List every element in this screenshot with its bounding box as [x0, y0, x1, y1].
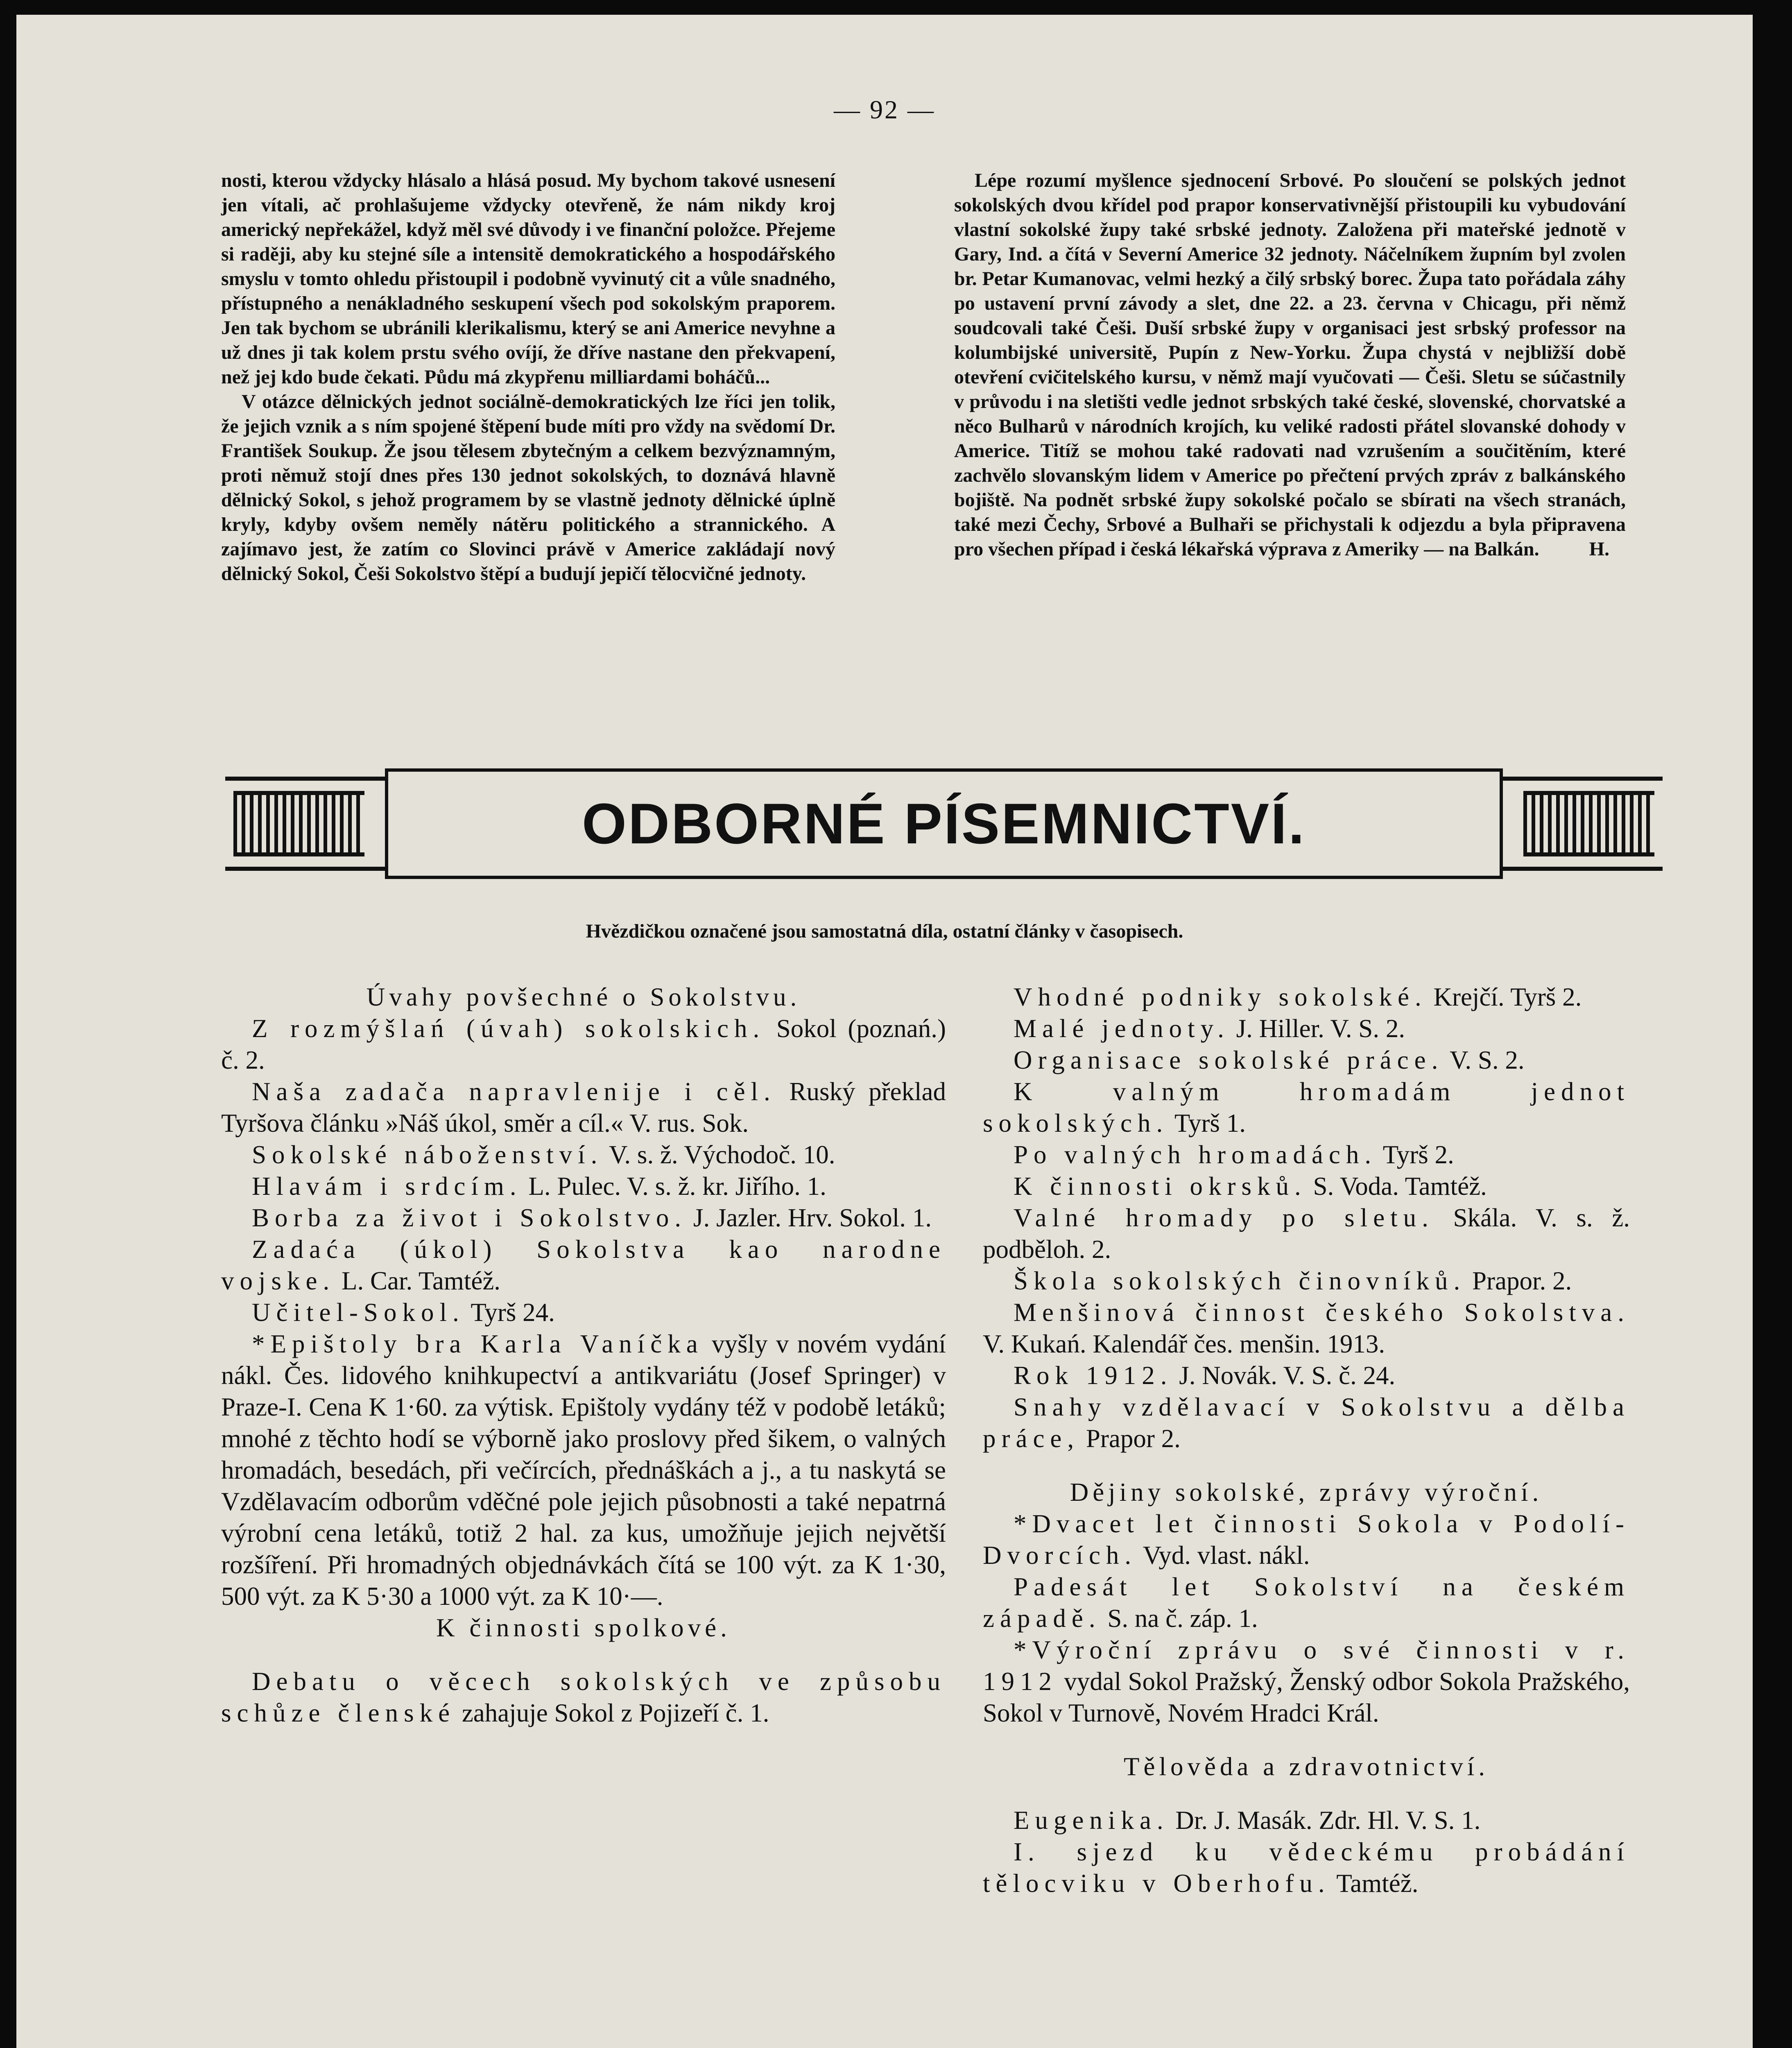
bibliography-right-column: [983, 981, 1630, 1899]
entry-source: V. s. ž. Východoč. 10.: [603, 1140, 835, 1169]
entry: [221, 1076, 946, 1139]
entry-source: vydal Sokol Pražský, Ženský odbor Sokola Pražského, Sokol v Turnově, Novém Hradci Král.: [983, 1667, 1630, 1727]
top-right-column: [954, 168, 1626, 562]
entry-source: Tamtéž.: [1330, 1869, 1419, 1898]
page-number: — 92 —: [834, 95, 935, 124]
entry-title: Hlavám i srdcím.: [252, 1172, 522, 1201]
entry-source: V. Kukań. Kalendář čes. menšin. 1913.: [983, 1330, 1385, 1358]
section-subtitle: Hvězdičkou označené jsou samostatná díla, ostatní články v časopisech.: [586, 920, 1183, 942]
entry: [983, 1044, 1630, 1076]
entry-source: Tyrš 2.: [1377, 1140, 1454, 1169]
entry-source: S. Voda. Tamtéž.: [1306, 1172, 1487, 1201]
entry-title: Debatu o věcech sokolských ve způsobu schůze členské: [221, 1667, 946, 1727]
entry: [221, 1297, 946, 1328]
entry: [983, 1805, 1630, 1836]
entry-title: Vhodné podniky sokolské.: [1014, 983, 1427, 1011]
entry-source: Vyd. vlast. nákl.: [1137, 1541, 1310, 1570]
entry-title: Rok 1912.: [1014, 1361, 1173, 1390]
entry-source: Tyrš 1.: [1168, 1109, 1246, 1137]
entry-title: Učitel-Sokol.: [252, 1298, 465, 1327]
paragraph: V otázce dělnických jednot sociálně-demokratických lze říci jen tolik, že jejich vznik a s ním spojené štěpení bude míti pro vždy na svědomí Dr. František Soukup. Že jsou tělesem zbytečným a celkem bezvýznamným, proti němuž stojí dnes přes 130 jednot sokolských, to doznává hlavně dělnický Sokol, s jehož programem by se vlastně jednoty dělnické úplně kryly, kdyby ovšem neměly nátěru politického a strannického. A zajímavo jest, že zatím co Slovinci právě v Americe zakládají nový dělnický Sokol, Češi Sokolstvo štěpí a budují jepičí tělocvičné jednoty.: [221, 391, 835, 584]
entry: [983, 1202, 1630, 1265]
balustrade-ornament-left: [233, 791, 364, 856]
banner-title-box: [385, 768, 1503, 879]
entry-title: I. sjezd ku vědeckému probádání tělocviku v Oberhofu.: [983, 1837, 1630, 1898]
entry-title: Po valných hromadách.: [1014, 1140, 1377, 1169]
entry: [221, 1666, 946, 1729]
entry-title: K valným hromadám jednot sokolských.: [983, 1077, 1630, 1137]
entry: [983, 1836, 1630, 1899]
category-heading: Úvahy povšechné o Sokolstvu.: [366, 983, 801, 1011]
section-title: ODBORNÉ PÍSEMNICTVÍ.: [582, 791, 1306, 856]
entry: [983, 1171, 1630, 1202]
entry: [221, 1328, 946, 1612]
entry-title: Zadaća (úkol) Sokolstva kao narodne vojske.: [221, 1235, 946, 1295]
entry-source: L. Car. Tamtéž.: [335, 1266, 501, 1295]
paragraph: [954, 168, 1626, 562]
entry: [983, 1265, 1630, 1297]
entry: [983, 1634, 1630, 1729]
entry-title: Naša zadača napravlenije i cěl.: [252, 1077, 776, 1106]
entry-source: Ruský překlad Tyršova článku »Náš úkol, směr a cíl.« V. rus. Sok.: [221, 1077, 946, 1137]
entry-title: *Dvacet let činnosti Sokola v Podolí-Dvorcích.: [983, 1509, 1630, 1570]
paragraph-text: Lépe rozumí myšlence sjednocení Srbové. Po sloučení se polských jednot sokolských dvou křídel pod prapor konservativnější přistoupili ku vybudování vlastní sokolské župy také srbské jednoty. Založena při mateřské jednotě v Gary, Ind. a čítá v Severní Americe 32 jednoty. Náčelníkem župním byl zvolen br. Petar Kumanovac, velmi hezký a čilý srbský borec. Župa tato pořádala záhy po ustavení první závody a slet, dne 22. a 23. června v Chicagu, při němž soudcovali také Češi. Duší srbské župy v organisaci jest srbský professor na kolumbijské universitě, Pupín z New-Yorku. Župa chystá v nejbližší době otevření cvičitelského kursu, v němž mají vyučovati — Češi. Sletu se súčastnily v průvodu i na sletišti vedle jednot srbských také české, slovenské, chorvatské a něco Bulharů v národních krojích, ku veliké radosti přátel slovanské dohody v Americe. Titíž se mohou také radovati nad vzrušením a součitěním, které zachvělo slovanským lidem v Americe po přečtení prvých zpráv z balkánského bojiště. Na podnět srbské župy sokolské počalo se sbírati na všech stranách, také mezi Čechy, Srbové a Bulhaři se přichystali k odjezdu a byla připravena pro všechen případ i česká lékařská výprava z Ameriky — na Balkán.: [954, 170, 1626, 560]
scanned-page: [16, 15, 1753, 2048]
entry: [221, 1202, 946, 1234]
entry: [983, 981, 1630, 1013]
entry-source: J. Hiller. V. S. 2.: [1229, 1014, 1405, 1043]
entry-title: Padesát let Sokolství na českém západě.: [983, 1572, 1630, 1633]
entry-source: Skála. V. s. ž. podběloh. 2.: [983, 1203, 1630, 1264]
entry-title: *Epištoly bra Karla Vaníčka: [252, 1330, 704, 1358]
entry-title: Organisace sokolské práce.: [1014, 1046, 1444, 1074]
entry: [983, 1508, 1630, 1571]
entry-title: K činnosti okrsků.: [1014, 1172, 1307, 1201]
category-heading: Tělověda a zdravotnictví.: [1124, 1752, 1489, 1781]
entry: [983, 1139, 1630, 1171]
section-banner: [225, 768, 1663, 879]
entry-title: Borba za život i Sokolstvo.: [252, 1203, 687, 1232]
entry-title: Z rozmýšlań (úvah) sokolskich.: [252, 1014, 765, 1043]
entry-source: J. Jazler. Hrv. Sokol. 1.: [687, 1203, 932, 1232]
entry: [983, 1076, 1630, 1139]
entry-title: Malé jednoty.: [1014, 1014, 1230, 1043]
entry-title: Menšinová činnost českého Sokolstva.: [1014, 1298, 1630, 1327]
entry: [221, 1234, 946, 1297]
entry-title: Sokolské náboženství.: [252, 1140, 603, 1169]
entry-source: Krejčí. Tyrš 2.: [1427, 983, 1582, 1011]
entry-title: Valné hromady po sletu.: [1014, 1203, 1434, 1232]
entry: [221, 1171, 946, 1202]
entry-source: L. Pulec. V. s. ž. kr. Jiřího. 1.: [522, 1172, 826, 1201]
entry-title: Škola sokolských činovníků.: [1014, 1266, 1466, 1295]
entry-source: J. Novák. V. S. č. 24.: [1172, 1361, 1396, 1390]
entry: [983, 1013, 1630, 1044]
entry-source: zahajuje Sokol z Pojizeří č. 1.: [455, 1699, 769, 1727]
entry: [221, 1013, 946, 1076]
top-left-column: [221, 168, 835, 586]
entry-source: Prapor 2.: [1079, 1424, 1181, 1453]
entry-source: S. na č. záp. 1.: [1101, 1604, 1258, 1633]
category-heading: Dějiny sokolské, zprávy výroční.: [1070, 1478, 1543, 1507]
entry-source: Prapor. 2.: [1466, 1266, 1572, 1295]
entry-source: Tyrš 24.: [464, 1298, 555, 1327]
entry-source: Dr. J. Masák. Zdr. Hl. V. S. 1.: [1169, 1806, 1481, 1835]
entry: [983, 1571, 1630, 1634]
entry-title: *Výroční zprávu o své činnosti v r. 1912: [983, 1636, 1630, 1696]
entry-source: V. S. 2.: [1444, 1046, 1525, 1074]
entry: [983, 1391, 1630, 1454]
bibliography-left-column: [221, 981, 946, 1729]
entry: [983, 1360, 1630, 1391]
balustrade-ornament-right: [1523, 791, 1654, 856]
entry: [983, 1297, 1630, 1360]
signature: H.: [1589, 538, 1609, 560]
entry-title: Snahy vzdělavací v Sokolstvu a dělba práce,: [983, 1393, 1630, 1453]
entry-source: vyšly v novém vydání nákl. Čes. lidového knihkupectví a antikvariátu (Josef Springer) v Praze-I. Cena K 1·60. za výtisk. Epištoly vydány též v podobě letáků; mnohé z těchto hodí se výborně jako proslovy před šikem, o valných hromadách, besedách, při večírcích, přednáškách a j., a tu naskytá se Vzdělavacím odborům vděčné pole jejich působnosti a také nepatrná výrobní cena letáků, totiž 2 hal. za kus, umožňuje jejich největší rozšíření. Při hromadných objednávkách čítá se 100 výt. za K 1·30, 500 výt. za K 5·30 a 1000 výt. za K 10·—.: [221, 1330, 946, 1611]
paragraph: nosti, kterou vždycky hlásalo a hlásá posud. My bychom takové usnesení jen vítali, ač prohlašujeme vždycky otevřeně, že nám nikdy kroj americký nepřekážel, když měl své důvody i ve finanční položce. Přejeme si raději, aby ku stejné síle a intensitě demokratického a hospodářského smyslu v tomto ohledu přistoupil i podobně vyvinutý cit a vůle snadného, přístupného a nenákladného seskupení všech pod sokolským praporem. Jen tak bychom se ubránili klerikalismu, který se ani Americe nevyhne a už dnes ji tak kolem prstu svého ovíjí, že dříve nastane den překvapení, než jej kdo bude čekati. Půdu má zkypřenu milliardami boháčů...: [221, 170, 835, 388]
category-heading: K činnosti spolkové.: [436, 1613, 731, 1642]
entry-source: Sokol (poznań.) č. 2.: [221, 1014, 946, 1074]
entry: [221, 1139, 946, 1171]
entry-title: Eugenika.: [1014, 1806, 1169, 1835]
